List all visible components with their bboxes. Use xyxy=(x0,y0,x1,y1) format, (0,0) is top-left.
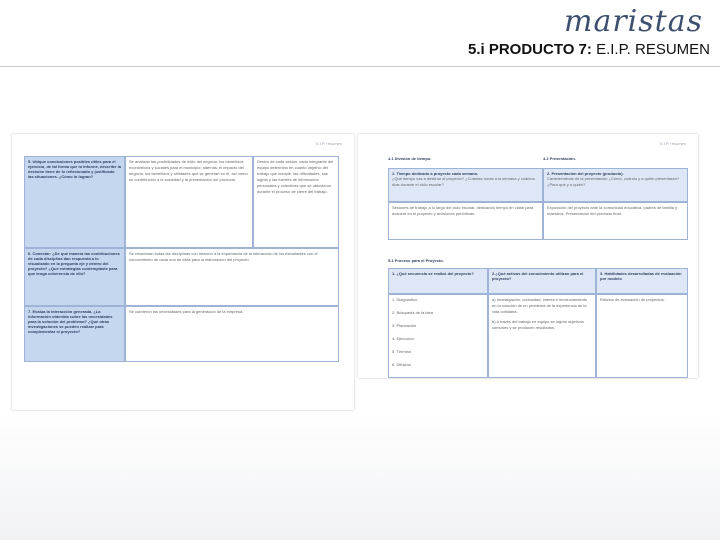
header-divider xyxy=(0,66,720,67)
activo-a: a) Investigación, curiosidad, interés e involucramiento en la solución de un problema de la experiencia de la vida cotidiana. xyxy=(492,297,588,314)
table-header-activos: 2.¿Qué activos del conocimiento utilizan para el proyecto? xyxy=(488,268,596,294)
logo-text: maristas xyxy=(564,4,704,39)
presentation-subtitle: Características de la presentación ¿Cómo, cuándo y a quién presentarán? ¿Para qué y a quién? xyxy=(547,176,680,187)
step-item: 4. Ejecución xyxy=(392,336,414,341)
time-division-heading: 4.1 División de tiempo. xyxy=(388,156,432,161)
title-prefix: 5.i PRODUCTO 7: xyxy=(467,41,592,58)
time-subtitle: ¿Qué tiempo vas a destinar al proyecto? ¿Cuántas horas a la semana y cuántos días durante el ciclo escolar? xyxy=(392,176,535,187)
steps-cell xyxy=(388,294,488,378)
table-header-evaluation: 3. Habilidades desarrolladas de evaluación por modelo xyxy=(596,268,688,294)
time-header-cell xyxy=(388,168,543,202)
table-header-sequence: 1. ¿Qué secuencia se realizó del proyecto? xyxy=(388,268,488,294)
process-heading: 5.1 Proceso para el Proyecto. xyxy=(388,258,444,263)
page-tag: E.I.P. resumen xyxy=(316,141,342,146)
section5-process: Dentro de cada sesión, cada integrante del equipo determinó en cuanto objetivo del trabajo que cumple, las dificultades, sus logros y las fuentes de información personales y colectivas que se obtuvieron durante el proceso de cierre del trabajo. xyxy=(253,156,339,248)
presentation-heading: 4.2 Presentación. xyxy=(543,156,576,161)
step-item: 1. Diagnóstico xyxy=(392,297,418,302)
section6-body: Se relacionan todas las disciplinas con relación a la importancia de la interacción de los estudiantes con el conocimiento de cada una de ellas para la elaboración del proyecto. xyxy=(125,248,339,306)
section7-heading: 7. Evalúa la interacción generada. ¿La información obtenida cubre las necesidades para la solución del problema? ¿Qué otras investigaciones se pueden realizar para complementar el proyecto? xyxy=(24,306,125,362)
presentation-header-cell xyxy=(543,168,688,202)
step-item: 3. Planeación xyxy=(392,323,417,328)
step-item: 6. Difusión xyxy=(392,362,411,367)
time-title: 1. Tiempo dedicado a proyecto cada semana. xyxy=(392,171,478,176)
background-shade xyxy=(0,412,720,540)
activo-b: b) A través del trabajo en equipo se logran objetivos comunes y se producen resultados. xyxy=(492,319,584,330)
activos-cell xyxy=(488,294,596,378)
brand-logo xyxy=(560,6,710,42)
section5-analysis: Se analizan las posibilidades de éxito del negocio, los beneficios económicos y sociales para el municipio; además, el impacto del negocio, los beneficios y utilidades que se generan en él, así como su contribución a la sociedad y la presentación del producto. xyxy=(125,156,253,248)
left-document-page xyxy=(12,134,354,410)
right-document-page xyxy=(358,134,698,378)
presentation-title: 2. Presentación del proyecto (producto). xyxy=(547,171,624,176)
section7-body: Se cubrieron las necesidades para la generación de la empresa. xyxy=(125,306,339,362)
presentation-body-cell: Exposición del proyecto ante la comunidad educativa, padres de familia y maestros. Presentación del producto final. xyxy=(543,202,688,240)
page-title xyxy=(420,41,710,58)
step-item: 5. Término xyxy=(392,349,412,354)
section6-heading: 6. Conectar: ¿De qué manera las contribuciones de cada disciplina dan respuesta a lo visualizado en la pregunta eje y dentro del proyecto? ¿Qué estrategias contemplaste para que tenga coherencia de ello? xyxy=(24,248,125,306)
step-item: 2. Búsqueda de la idea xyxy=(392,310,433,315)
evaluation-cell: Rúbrica de evaluación de proyectos. xyxy=(596,294,688,378)
section5-heading: 5. Ubique conclusiones posibles útiles para el ejercicio, de tal forma que lo informe, describe la decisión tiene de lo reflexionado y justificado las situaciones. ¿Cómo lo logran? xyxy=(24,156,125,248)
time-body-cell: Sesiones de trabajo a lo largo del ciclo escolar, dedicando tiempo en clase para avanzar en el proyecto y revisiones periódicas. xyxy=(388,202,543,240)
page-tag: E.I.P. resumen xyxy=(660,141,686,146)
title-suffix: E.I.P. RESUMEN xyxy=(591,41,710,58)
